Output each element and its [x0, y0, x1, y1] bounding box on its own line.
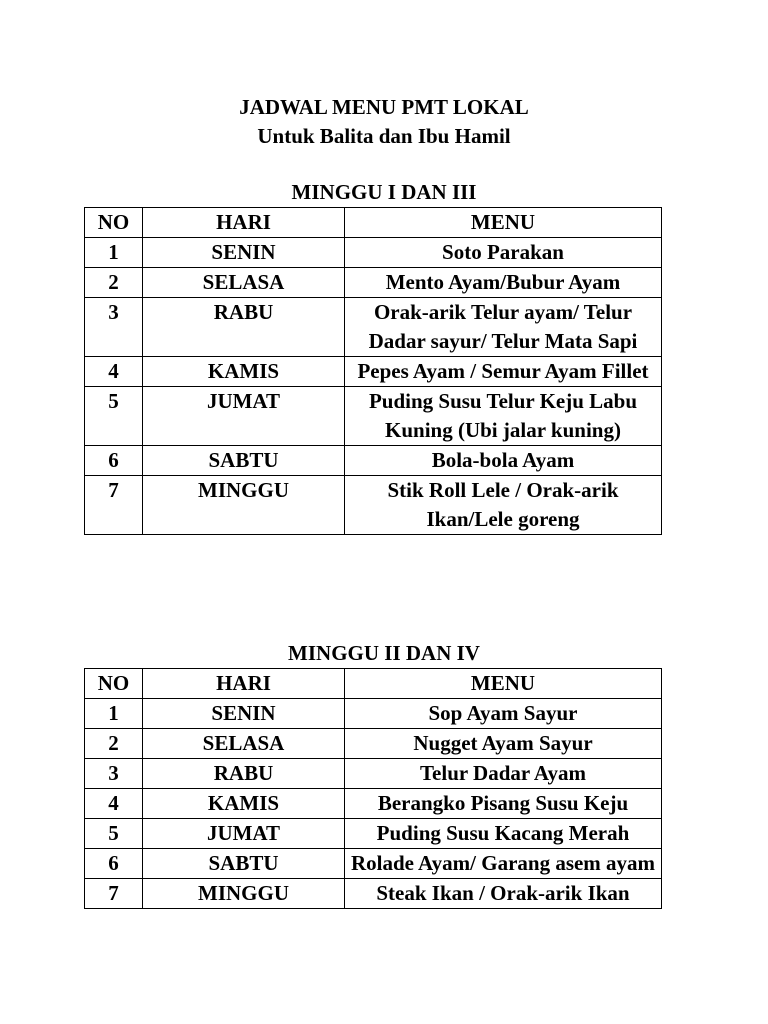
- table-header-row: [85, 208, 662, 238]
- row-hari: MINGGU: [143, 476, 345, 535]
- row-no: 2: [85, 268, 143, 298]
- row-no: 5: [85, 819, 143, 849]
- row-menu: Stik Roll Lele / Orak-arik Ikan/Lele goreng: [345, 476, 662, 535]
- column-header-no: NO: [85, 669, 143, 699]
- table-row: [85, 849, 662, 879]
- row-hari: KAMIS: [143, 357, 345, 387]
- column-header-hari: HARI: [143, 669, 345, 699]
- document-title: JADWAL MENU PMT LOKAL: [239, 95, 529, 119]
- row-hari: SABTU: [143, 446, 345, 476]
- table-row: [85, 357, 662, 387]
- row-menu: Orak-arik Telur ayam/ Telur Dadar sayur/ Telur Mata Sapi: [345, 298, 662, 357]
- row-menu: Rolade Ayam/ Garang asem ayam: [345, 849, 662, 879]
- table-row: [85, 879, 662, 909]
- row-menu: Steak Ikan / Orak-arik Ikan: [345, 879, 662, 909]
- row-hari: SENIN: [143, 699, 345, 729]
- row-menu: Mento Ayam/Bubur Ayam: [345, 268, 662, 298]
- menu-table-minggu-2-4: [84, 668, 662, 909]
- table-row: [85, 298, 662, 357]
- row-no: 5: [85, 387, 143, 446]
- document-subtitle: Untuk Balita dan Ibu Hamil: [257, 124, 511, 148]
- row-no: 6: [85, 446, 143, 476]
- row-menu: Soto Parakan: [345, 238, 662, 268]
- column-header-menu: MENU: [345, 208, 662, 238]
- row-menu: Puding Susu Kacang Merah: [345, 819, 662, 849]
- row-menu: Berangko Pisang Susu Keju: [345, 789, 662, 819]
- row-no: 2: [85, 729, 143, 759]
- table-row: [85, 387, 662, 446]
- row-menu: Bola-bola Ayam: [345, 446, 662, 476]
- row-hari: SELASA: [143, 268, 345, 298]
- table-row: [85, 699, 662, 729]
- table-row: [85, 789, 662, 819]
- row-no: 4: [85, 357, 143, 387]
- row-no: 4: [85, 789, 143, 819]
- row-no: 3: [85, 759, 143, 789]
- column-header-hari: HARI: [143, 208, 345, 238]
- table-row: [85, 446, 662, 476]
- row-hari: JUMAT: [143, 819, 345, 849]
- row-hari: SELASA: [143, 729, 345, 759]
- section-title-minggu-2-4: MINGGU II DAN IV: [288, 641, 480, 665]
- row-hari: KAMIS: [143, 789, 345, 819]
- row-no: 7: [85, 879, 143, 909]
- row-no: 7: [85, 476, 143, 535]
- table-row: [85, 729, 662, 759]
- row-no: 1: [85, 238, 143, 268]
- table-row: [85, 819, 662, 849]
- table-header-row: [85, 669, 662, 699]
- table-row: [85, 476, 662, 535]
- section-title-minggu-1-3: MINGGU I DAN III: [291, 180, 477, 204]
- table-row: [85, 238, 662, 268]
- menu-table-minggu-1-3: [84, 207, 662, 535]
- row-menu: Pepes Ayam / Semur Ayam Fillet: [345, 357, 662, 387]
- column-header-menu: MENU: [345, 669, 662, 699]
- row-no: 1: [85, 699, 143, 729]
- row-menu: Puding Susu Telur Keju Labu Kuning (Ubi jalar kuning): [345, 387, 662, 446]
- table-row: [85, 268, 662, 298]
- row-hari: SENIN: [143, 238, 345, 268]
- table-row: [85, 759, 662, 789]
- row-menu: Sop Ayam Sayur: [345, 699, 662, 729]
- row-menu: Telur Dadar Ayam: [345, 759, 662, 789]
- row-hari: SABTU: [143, 849, 345, 879]
- row-menu: Nugget Ayam Sayur: [345, 729, 662, 759]
- row-no: 6: [85, 849, 143, 879]
- row-hari: RABU: [143, 759, 345, 789]
- row-hari: RABU: [143, 298, 345, 357]
- row-hari: MINGGU: [143, 879, 345, 909]
- row-hari: JUMAT: [143, 387, 345, 446]
- row-no: 3: [85, 298, 143, 357]
- column-header-no: NO: [85, 208, 143, 238]
